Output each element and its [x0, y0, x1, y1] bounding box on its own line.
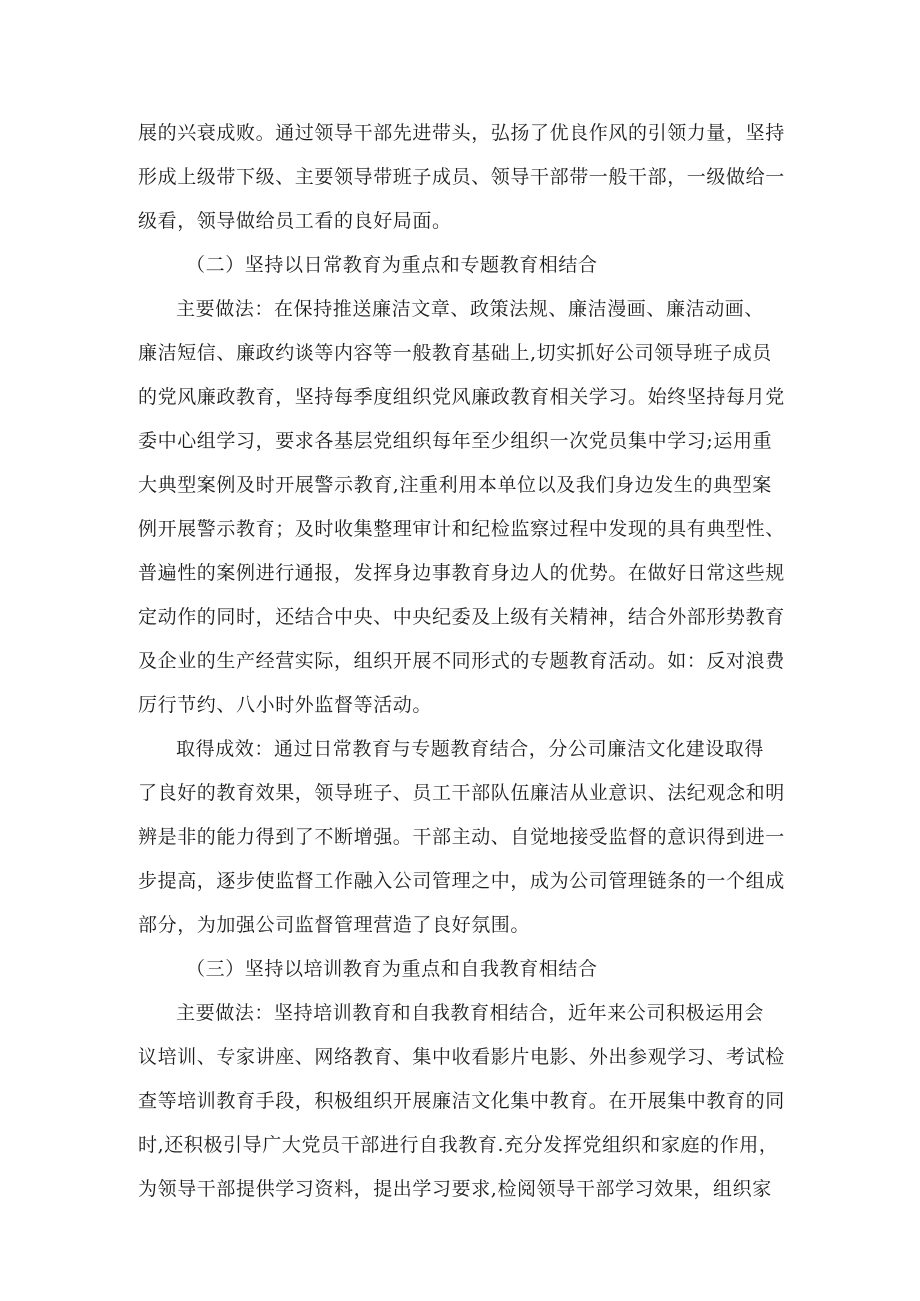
- paragraph-line: 廉洁短信、廉政约谈等内容等一般教育基础上,切实抓好公司领导班子成员: [138, 342, 772, 364]
- paragraph-line: 例开展警示教育；及时收集整理审计和纪检监察过程中发现的具有典型性、: [138, 518, 785, 540]
- paragraph-line: 级看，领导做给员工看的良好局面。: [138, 210, 452, 232]
- paragraph-line: 查等培训教育手段，积极组织开展廉洁文化集中教育。在开展集中教育的同: [138, 1090, 785, 1112]
- paragraph-line: 主要做法：在保持推送廉洁文章、政策法规、廉洁漫画、廉洁动画、: [176, 298, 765, 320]
- section-heading-2: （二）坚持以日常教育为重点和专题教育相结合: [186, 254, 598, 276]
- section-heading-3: （三）坚持以培训教育为重点和自我教育相结合: [186, 958, 598, 980]
- paragraph-line: 步提高，逐步使监督工作融入公司管理之中，成为公司管理链条的一个组成: [138, 870, 785, 892]
- paragraph-line: 时,还积极引导广大党员干部进行自我教育.充分发挥党组织和家庭的作用，: [138, 1134, 779, 1156]
- paragraph-line: 形成上级带下级、主要领导带班子成员、领导干部带一般干部，一级做给一: [138, 166, 785, 188]
- paragraph-line: 部分，为加强公司监督管理营造了良好氛围。: [138, 914, 531, 936]
- paragraph-line: 的党风廉政教育，坚持每季度组织党风廉政教育相关学习。始终坚持每月党: [138, 386, 785, 408]
- paragraph-line: 辨是非的能力得到了不断增强。干部主动、自觉地接受监督的意识得到进一: [138, 826, 785, 848]
- paragraph-line: 定动作的同时，还结合中央、中央纪委及上级有关精神，结合外部形势教育: [138, 606, 785, 628]
- paragraph-line: 取得成效：通过日常教育与专题教育结合，分公司廉洁文化建设取得: [176, 738, 765, 760]
- paragraph-line: 主要做法：坚持培训教育和自我教育相结合，近年来公司积极运用会: [176, 1002, 765, 1024]
- paragraph-line: 展的兴衰成败。通过领导干部先进带头，弘扬了优良作风的引领力量，坚持: [138, 122, 785, 144]
- paragraph-line: 普遍性的案例进行通报，发挥身边事教育身边人的优势。在做好日常这些规: [138, 562, 785, 584]
- paragraph-line: 大典型案例及时开展警示教育,注重利用本单位以及我们身边发生的典型案: [138, 474, 772, 496]
- paragraph-line: 委中心组学习，要求各基层党组织每年至少组织一次党员集中学习;运用重: [138, 430, 773, 452]
- paragraph-line: 厉行节约、八小时外监督等活动。: [138, 694, 433, 716]
- paragraph-line: 为领导干部提供学习资料，提出学习要求,检阅领导干部学习效果，组织家: [138, 1178, 772, 1200]
- paragraph-line: 及企业的生产经营实际，组织开展不同形式的专题教育活动。如：反对浪费: [138, 650, 785, 672]
- paragraph-line: 议培训、专家讲座、网络教育、集中收看影片电影、外出参观学习、考试检: [138, 1046, 785, 1068]
- paragraph-line: 了良好的教育效果，领导班子、员工干部队伍廉洁从业意识、法纪观念和明: [138, 782, 785, 804]
